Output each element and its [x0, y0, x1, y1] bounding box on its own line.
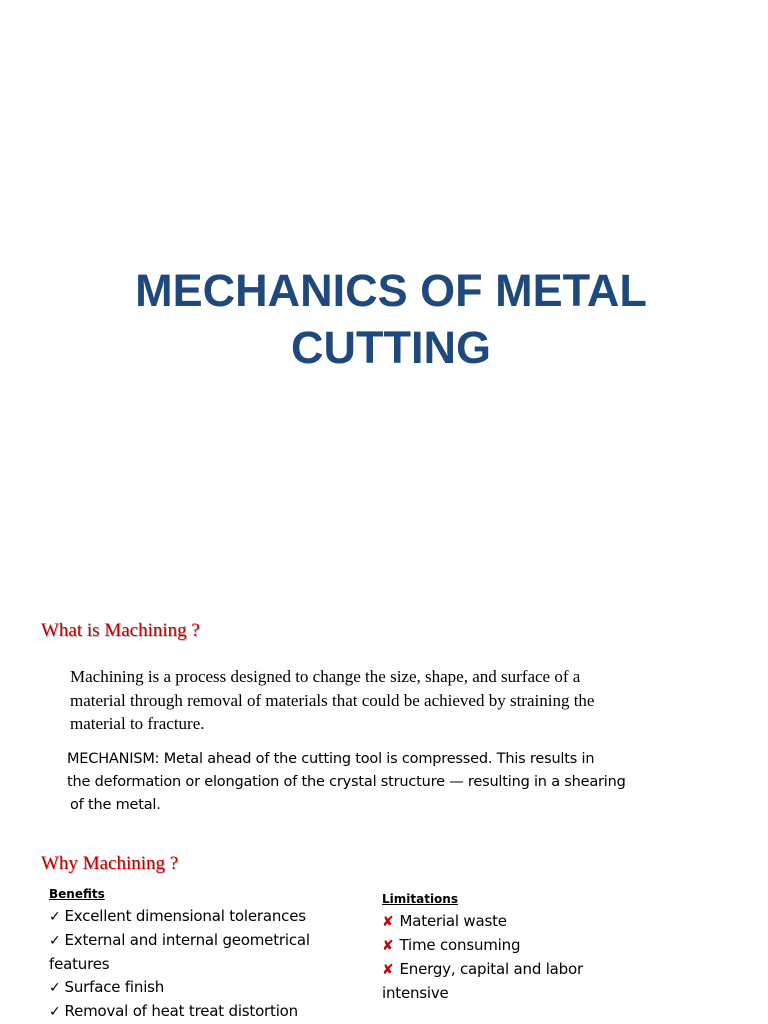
title-line-2: CUTTING [291, 322, 491, 373]
list-item [382, 934, 632, 958]
check-icon: ✓ [49, 933, 61, 949]
what-is-machining-heading: What is Machining ? [41, 620, 200, 641]
check-icon: ✓ [49, 980, 61, 996]
x-icon: ✘ [382, 914, 394, 930]
list-item [49, 929, 349, 953]
limitation-text: intensive [382, 984, 449, 1002]
limitation-text: Material waste [399, 912, 507, 930]
mechanism-paragraph [67, 748, 707, 817]
limitations-list [382, 910, 632, 1005]
mechanism-line-1: MECHANISM: Metal ahead of the cutting tool is compressed. This results in [67, 751, 595, 767]
x-icon: ✘ [382, 938, 394, 954]
list-item [49, 1000, 349, 1024]
mechanism-line-3: of the metal. [70, 797, 161, 813]
benefits-list [49, 905, 349, 1024]
limitation-text: Energy, capital and labor [399, 960, 583, 978]
list-item [49, 905, 349, 929]
limitations-label: Limitations [382, 892, 458, 906]
benefit-text: Surface finish [64, 978, 165, 996]
definition-line-2: material through removal of materials that could be achieved by straining the [70, 690, 595, 710]
why-machining-heading: Why Machining ? [41, 853, 179, 874]
list-item [382, 910, 632, 934]
machining-definition [70, 665, 710, 736]
check-icon: ✓ [49, 1004, 61, 1020]
definition-line-3: material to fracture. [70, 714, 205, 733]
benefits-label: Benefits [49, 887, 105, 901]
benefit-text: features [49, 955, 110, 973]
x-icon: ✘ [382, 962, 394, 978]
benefit-text: Excellent dimensional tolerances [64, 907, 306, 925]
benefit-text: Removal of heat treat distortion [64, 1002, 298, 1020]
list-item [49, 976, 349, 1000]
limitation-text: Time consuming [399, 936, 521, 954]
list-item [49, 953, 349, 976]
benefit-text: External and internal geometrical [64, 931, 310, 949]
mechanism-line-2: the deformation or elongation of the crystal structure — resulting in a shearing [67, 774, 626, 790]
definition-line-1: Machining is a process designed to change the size, shape, and surface of a [70, 667, 581, 686]
list-item [382, 958, 632, 982]
check-icon: ✓ [49, 909, 61, 925]
slide-title [0, 262, 768, 376]
title-line-1: MECHANICS OF METAL [135, 265, 647, 316]
list-item [382, 982, 632, 1005]
